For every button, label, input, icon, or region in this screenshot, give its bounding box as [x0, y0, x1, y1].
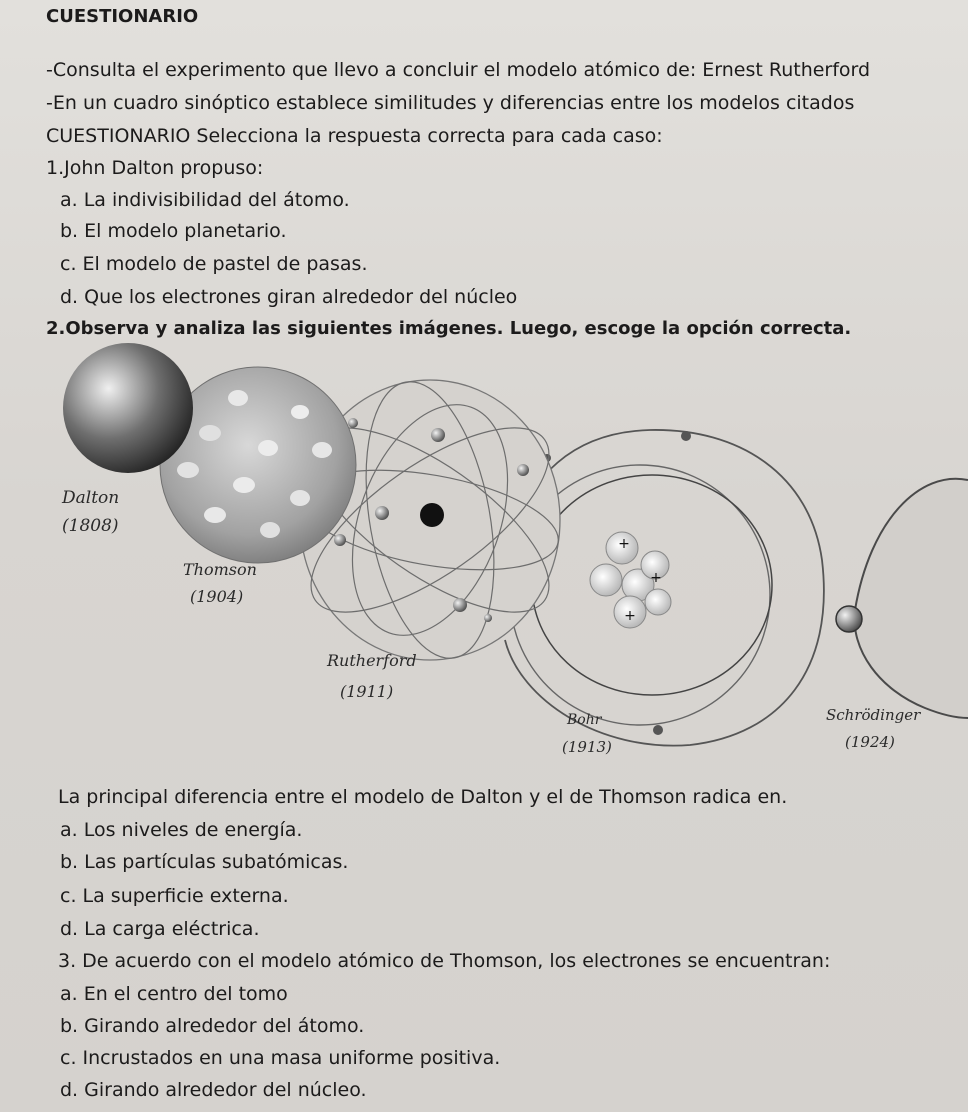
question-1: 1.John Dalton propuso: — [46, 157, 264, 179]
label-thomson: Thomson — [183, 560, 257, 579]
q3-option-a: a. En el centro del tomo — [60, 983, 288, 1005]
label-rutherford-year: (1911) — [340, 682, 394, 701]
q1-option-a: a. La indivisibilidad del átomo. — [60, 189, 350, 211]
instruction-2: -En un cuadro sinóptico establece similitudes y diferencias entre los modelos citados — [46, 92, 855, 114]
schrodinger-model — [836, 479, 968, 718]
q1-option-b: b. El modelo planetario. — [60, 220, 287, 242]
proton-plus-1: + — [618, 536, 630, 552]
label-dalton: Dalton — [62, 488, 120, 508]
q2-option-d: d. La carga eléctrica. — [60, 918, 260, 940]
q3-option-d: d. Girando alrededor del núcleo. — [60, 1079, 367, 1101]
q3-option-b: b. Girando alrededor del átomo. — [60, 1015, 365, 1037]
q2-prompt: La principal diferencia entre el modelo de Dalton y el de Thomson radica en. — [58, 786, 788, 808]
label-dalton-year: (1808) — [62, 516, 119, 536]
label-schrodinger: Schrödinger — [826, 706, 921, 724]
proton-plus-3: + — [624, 608, 636, 624]
q2-option-c: c. La superficie externa. — [60, 885, 289, 907]
instruction-1: -Consulta el experimento que llevo a concluir el modelo atómico de: Ernest Rutherford — [46, 59, 871, 81]
label-bohr: Bohr — [567, 712, 602, 728]
q2-option-b: b. Las partículas subatómicas. — [60, 851, 349, 873]
worksheet-title: CUESTIONARIO — [46, 6, 199, 27]
label-schrodinger-year: (1924) — [845, 733, 895, 751]
instruction-3: CUESTIONARIO Selecciona la respuesta correcta para cada caso: — [46, 125, 663, 147]
question-2: 2.Observa y analiza las siguientes imágenes. Luego, escoge la opción correcta. — [46, 318, 852, 339]
q1-option-c: c. El modelo de pastel de pasas. — [60, 253, 368, 275]
label-thomson-year: (1904) — [190, 587, 244, 606]
q3-option-c: c. Incrustados en una masa uniforme positiva. — [60, 1047, 501, 1069]
question-3: 3. De acuerdo con el modelo atómico de Thomson, los electrones se encuentran: — [58, 950, 831, 972]
q1-option-d: d. Que los electrones giran alrededor del núcleo — [60, 286, 518, 308]
label-rutherford: Rutherford — [327, 651, 417, 670]
q2-option-a: a. Los niveles de energía. — [60, 819, 303, 841]
dalton-model — [63, 343, 193, 473]
proton-plus-2: + — [650, 570, 662, 586]
label-bohr-year: (1913) — [562, 738, 612, 756]
